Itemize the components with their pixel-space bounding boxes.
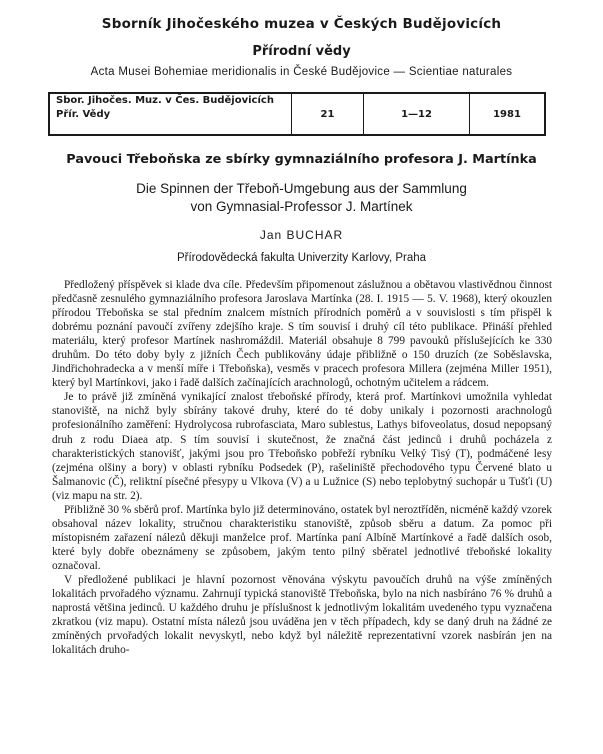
journal-section: Přírodní vědy bbox=[252, 44, 351, 59]
citation-journal-cell bbox=[50, 94, 291, 134]
paper-title: Pavouci Třeboňska ze sbírky gymnaziálního profesora J. Martínka bbox=[66, 152, 537, 167]
citation-table bbox=[48, 92, 546, 136]
paragraph-1: Předložený příspěvek si klade dva cíle. Především připomenout záslužnou a obětavou vlastivědnou činnost předčasně zesnulého gymnaziálního profesora Jaroslava Martínka (28. I. 1915 — 5. V. 1968), který okouzlen přírodou Třeboňska se stal předním znalcem místních přírodních poměrů a v souvislosti s tím přispěl k dobrému poznání pavoučí zvířeny zdejšího kraje. S tím souvisí i druhý cíl této publikace. Přináší přehled materiálu, který profesor Martínek nashromáždil. Materiál obsahuje 8 799 pavouků příslušejících ke 330 druhům. Do této doby byly z jižních Čech publikovány údaje přibližně o 150 druzích (ze Soběslavska, Jindřichohradecka a v menší míře i Třeboňska), vesměs v pracech profesora Millera (zejména Miller 1951), který byl Martínkovi, jako i řadě dalších začínajících arachnologů, ochotným učitelem a rádcem. bbox=[52, 279, 552, 390]
paragraph-3: Přibližně 30 % sběrů prof. Martínka bylo již determinováno, ostatek byl neroztříděn, nicméně každý vzorek obsahoval název lokality, stručnou charakteristiku stanoviště, způsob sběru a datum. Za pomoc při místopisném zařazení nálezů děkuji manželce prof. Martínka paní Albíně Martínkové a řadě dalších osob, které byly dobře obeznámeny se způsobem, jakým tento pilný sběratel jednotlivé třeboňské lokality označoval. bbox=[52, 503, 552, 572]
author-affiliation: Přírodovědecká fakulta Univerzity Karlovy, Praha bbox=[176, 252, 427, 264]
paper-subtitle bbox=[0, 180, 603, 216]
body-text bbox=[52, 278, 552, 657]
author-name: Jan BUCHAR bbox=[259, 228, 344, 242]
citation-journal-line1: Sbor. Jihočes. Muz. v Čes. Budějovicích bbox=[56, 95, 274, 106]
citation-year: 1981 bbox=[469, 94, 544, 134]
paragraph-2: Je to právě již zmíněná vynikající znalost třeboňské přírody, která prof. Martínkovi umožnila vyhledat stanoviště, na nichž byly sbírány takové druhy, které do té doby unikaly i pozornosti arachnologů profesionálního zaměření: Hydrolycosa rubrofasciata, Maro sublestus, Lathys bifoveolatus, dosud nepopsaný druh z rodu Diaea atp. S tím souvisí i skutečnost, že značná část jedinců i druhů pocházela z charakteristických stanovišť, jakými jsou pro Třeboňsko pobřeží rybníku Velký Tisý (T), podmáčené lesy (zejména olšiny a bory) v oblasti rybníku Podsedek (P), rašeliniště přechodového typu Červené blato u Šalmanovic (Č), reliktní písečné přesypy u Vlkova (V) a u Lužnice (S) nebo teplobytný suchopár u Tušťi (U) (viz mapu na str. 2). bbox=[52, 391, 552, 502]
journal-latin-title: Acta Musei Bohemiae meridionalis in České Budějovice — Scientiae naturales bbox=[90, 66, 513, 78]
citation-pages: 1—12 bbox=[363, 94, 469, 134]
paragraph-4: V předložené publikaci je hlavní pozornost věnována výskytu pavoučích druhů na výše zmíněných lokalitách prvořadého významu. Zahrnují typická stanoviště Třeboňska, bylo na nich nasbíráno 76 % druhů a naprostá většina jedinců. U každého druhu je příslušnost k jednotlivým lokalitám uvedeného typu vyznačena zkratkou (viz mapu). Ostatní místa nálezů jsou uváděna jen v těch případech, kdy se daný druh na žádné ze zmíněných prvořadých lokalit nevyskytl, nebo když byl náležitě reprezentativní vzorek nasbírán jen na lokalitách druho- bbox=[52, 573, 552, 657]
journal-title: Sborník Jihočeského muzea v Českých Budějovicích bbox=[101, 16, 502, 32]
citation-volume: 21 bbox=[291, 94, 363, 134]
paper-subtitle-line1: Die Spinnen der Třeboň-Umgebung aus der Sammlung bbox=[136, 181, 467, 196]
citation-journal-line2: Přír. Vědy bbox=[56, 109, 111, 120]
paper-subtitle-line2: von Gymnasial-Professor J. Martínek bbox=[190, 199, 413, 214]
